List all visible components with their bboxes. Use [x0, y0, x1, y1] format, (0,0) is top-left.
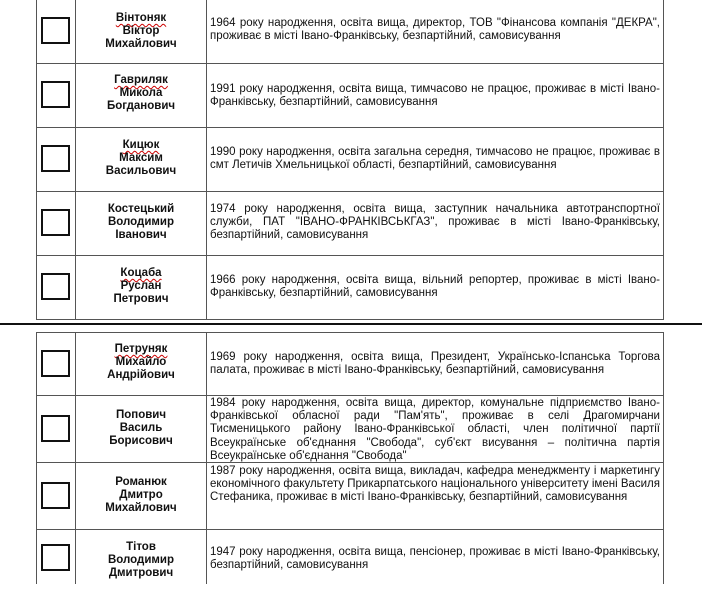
candidate-first-name: Руслан: [120, 280, 162, 292]
candidate-surname: Вінтоняк: [115, 12, 167, 24]
candidate-description: 1991 року народження, освіта вища, тимчасово не працює, проживає в місті Івано-Франківську, безпартійний, самовисування: [210, 83, 660, 109]
vote-checkbox[interactable]: [41, 273, 70, 300]
candidate-name: [77, 267, 205, 306]
candidate-patronymic: Михайлович: [105, 38, 177, 50]
vote-checkbox[interactable]: [41, 17, 70, 44]
vote-checkbox[interactable]: [41, 482, 70, 509]
candidate-name: [77, 12, 205, 51]
candidate-patronymic: Дмитрович: [108, 567, 174, 579]
candidate-row: [37, 530, 663, 594]
ballot-table-top: [36, 0, 664, 320]
candidate-first-name: Володимир: [107, 216, 175, 228]
candidate-row: [37, 192, 663, 256]
candidate-patronymic: Іванович: [115, 229, 167, 241]
candidate-surname: Петруняк: [114, 343, 168, 355]
vote-checkbox[interactable]: [41, 209, 70, 236]
candidate-description: 1987 року народження, освіта вища, викладач, кафедра менеджменту і маркетингу економічного факультету Прикарпатського національного університету імені Василя Стефаника, проживає в місті Івано-Франківську, безпартійний, самовисування: [210, 465, 660, 504]
candidate-surname: Костецький: [107, 203, 175, 215]
vote-checkbox[interactable]: [41, 145, 70, 172]
candidate-patronymic: Андрійович: [107, 369, 175, 381]
candidate-description: 1969 року народження, освіта вища, Президент, Українсько-Іспанська Торгова палата, проживає в місті Івано-Франківську, безпартійний, самовисування: [210, 351, 660, 377]
candidate-name: [77, 343, 205, 382]
vote-checkbox[interactable]: [41, 415, 70, 442]
candidate-patronymic: Богданович: [106, 100, 176, 112]
candidate-first-name: Володимир: [107, 554, 175, 566]
candidate-patronymic: Борисович: [109, 435, 173, 447]
candidate-first-name: Михайло: [115, 356, 167, 368]
candidate-row: [37, 333, 663, 396]
candidate-name: [77, 203, 205, 242]
candidate-first-name: Дмитро: [119, 489, 163, 501]
candidate-description: 1974 року народження, освіта вища, заступник начальника автотранспортної служби, ПАТ "ІВАНО-ФРАНКІВСЬКГАЗ", проживає в місті Івано-Франківську, безпартійний, самовисування: [210, 203, 660, 242]
vote-checkbox[interactable]: [41, 544, 70, 571]
candidate-surname: Тітов: [126, 541, 156, 553]
cut-line: [0, 323, 702, 325]
candidate-row: [37, 0, 663, 64]
candidate-first-name: Василь: [119, 422, 163, 434]
vote-checkbox[interactable]: [41, 350, 70, 377]
candidate-description: 1990 року народження, освіта загальна середня, тимчасово не працює, проживає в смт Летичів Хмельницької області, безпартійний, самовисування: [210, 146, 660, 172]
candidate-description: 1966 року народження, освіта вища, вільний репортер, проживає в місті Івано-Франківську, безпартійний, самовисування: [210, 274, 660, 300]
candidate-row: [37, 64, 663, 128]
candidate-row: [37, 128, 663, 192]
candidate-description: 1947 року народження, освіта вища, пенсіонер, проживає в місті Івано-Франківську, безпартійний, самовисування: [210, 546, 660, 572]
candidate-first-name: Максим: [119, 152, 163, 164]
candidate-name: [77, 139, 205, 178]
candidate-description: 1984 року народження, освіта вища, директор, комунальне підприємство Івано-Франківської обласної ради "Пам'ять", проживає в селі Драгомирчани Тисменицького району Івано-Франківської області, член політичної партії Всеукраїнське об'єднання "Свобода", суб'єкт висування – політична партія Всеукраїнське об'єднання "Свобода": [210, 397, 660, 462]
candidate-first-name: Віктор: [122, 25, 160, 37]
candidate-name: [77, 541, 205, 580]
candidate-surname: Коцаба: [120, 267, 162, 279]
ballot-table-bottom: [36, 332, 664, 584]
candidate-row: [37, 463, 663, 530]
candidate-name: [77, 409, 205, 448]
candidate-surname: Попович: [115, 409, 167, 421]
candidate-patronymic: Васильович: [105, 165, 177, 177]
candidate-surname: Романюк: [115, 476, 167, 488]
candidate-name: [77, 74, 205, 113]
candidate-row: [37, 256, 663, 320]
candidate-patronymic: Михайлович: [105, 502, 177, 514]
candidate-name: [77, 476, 205, 515]
candidate-row: [37, 396, 663, 463]
candidate-patronymic: Петрович: [113, 293, 169, 305]
candidate-description: 1964 року народження, освіта вища, директор, ТОВ "Фінансова компанія "ДЕКРА", проживає в місті Івано-Франківську, безпартійний, самовисування: [210, 17, 660, 43]
vote-checkbox[interactable]: [41, 81, 70, 108]
candidate-surname: Гавриляк: [114, 74, 168, 86]
candidate-surname: Кицюк: [122, 139, 160, 151]
candidate-first-name: Микола: [119, 87, 163, 99]
